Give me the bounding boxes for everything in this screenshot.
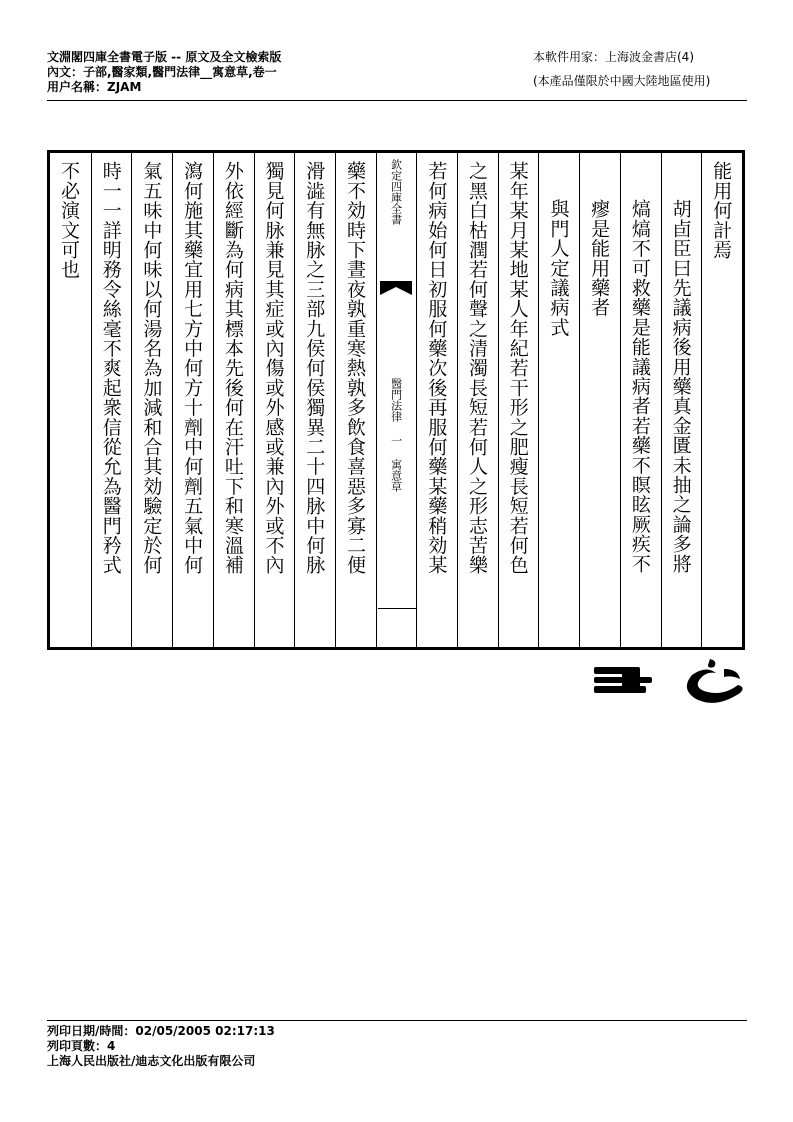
text-column (661, 153, 702, 647)
column-text: 胡卣臣曰先議病後用藥真金匱未抽之論多將 (669, 199, 692, 574)
print-page-count: 列印頁數：4 (47, 1039, 116, 1053)
text-column (50, 153, 91, 647)
text-column (294, 153, 335, 647)
column-text: 若何病始何日初服何藥次後再服何藥某藥稍効某 (425, 161, 448, 575)
column-text: 滑澁有無脉之三部九侯何侯獨異二十四脉中何脉 (303, 161, 326, 575)
footer-divider (47, 1020, 747, 1021)
print-datetime: 列印日期/時間：02/05/2005 02:17:13 (47, 1024, 275, 1038)
text-column (172, 153, 213, 647)
column-text: 某年某月某地某人年紀若干形之肥瘦長短若何色 (506, 161, 529, 575)
column-text: 瀉何施其藥宜用七方中何方十劑中何劑五氣中何 (181, 161, 204, 575)
column-text: 之黑白枯潤若何聲之清濁長短若何人之形志苦樂 (466, 161, 489, 575)
text-column (131, 153, 172, 647)
text-column (457, 153, 498, 647)
column-text: 時一一詳明務令絲毫不爽起衆信從允為醫門矜式 (99, 161, 122, 575)
header-right (533, 50, 710, 98)
text-column (620, 153, 661, 647)
header-licensee: 本軟件用家：上海波金書店(4) (533, 50, 694, 64)
column-text: 熇熇不可救藥是能議病者若藥不瞑眩厥疾不 (628, 199, 651, 574)
text-column (498, 153, 539, 647)
text-column (701, 153, 742, 647)
fish-tail-mark-icon (378, 281, 414, 297)
column-text: 瘳是能用藥者 (588, 199, 611, 318)
text-column (416, 153, 457, 647)
footer (47, 1024, 275, 1069)
text-column (213, 153, 254, 647)
text-column (538, 153, 579, 647)
header-username: 用户名稱：ZJAM (47, 80, 142, 94)
publisher-line: 上海人民出版社/迪志文化出版有限公司 (47, 1054, 256, 1068)
column-text: 獨見何脉兼見其症或內傷或外感或兼內外或不內 (262, 161, 285, 575)
text-column (335, 153, 376, 647)
column-text: 能用何計焉 (710, 161, 733, 260)
column-text: 氣五味中何味以何湯名為加減和合其効驗定於何 (140, 161, 163, 575)
header-content-path: 內文：子部,醫家類,醫門法律__寓意草,卷一 (47, 65, 277, 79)
column-text: 外依經斷為何病其標本先後何在汗吐下和寒溫補 (221, 161, 244, 575)
header-usage-note: (本產品僅限於中國大陸地區使用) (533, 74, 711, 88)
text-column (579, 153, 620, 647)
text-column (254, 153, 295, 647)
header-title: 文淵閣四庫全書電子版 -- 原文及全文檢索版 (47, 50, 282, 64)
chapter-label: 醫門法律 一 寓意草 (389, 378, 403, 492)
text-column (91, 153, 132, 647)
column-text: 不必演文可也 (58, 161, 80, 280)
column-text: 藥不効時下晝夜孰重寒熱孰多飲食喜惡多寡二便 (343, 161, 366, 575)
margin-rule (378, 608, 417, 609)
page-frame (47, 150, 745, 650)
page-margin-column (376, 153, 417, 647)
publisher-seal-icon (592, 655, 752, 707)
header-left (47, 50, 281, 95)
column-text: 與門人定議病式 (547, 199, 570, 337)
header-divider (47, 100, 747, 101)
book-title-label: 欽定四庫全書 (389, 159, 403, 225)
